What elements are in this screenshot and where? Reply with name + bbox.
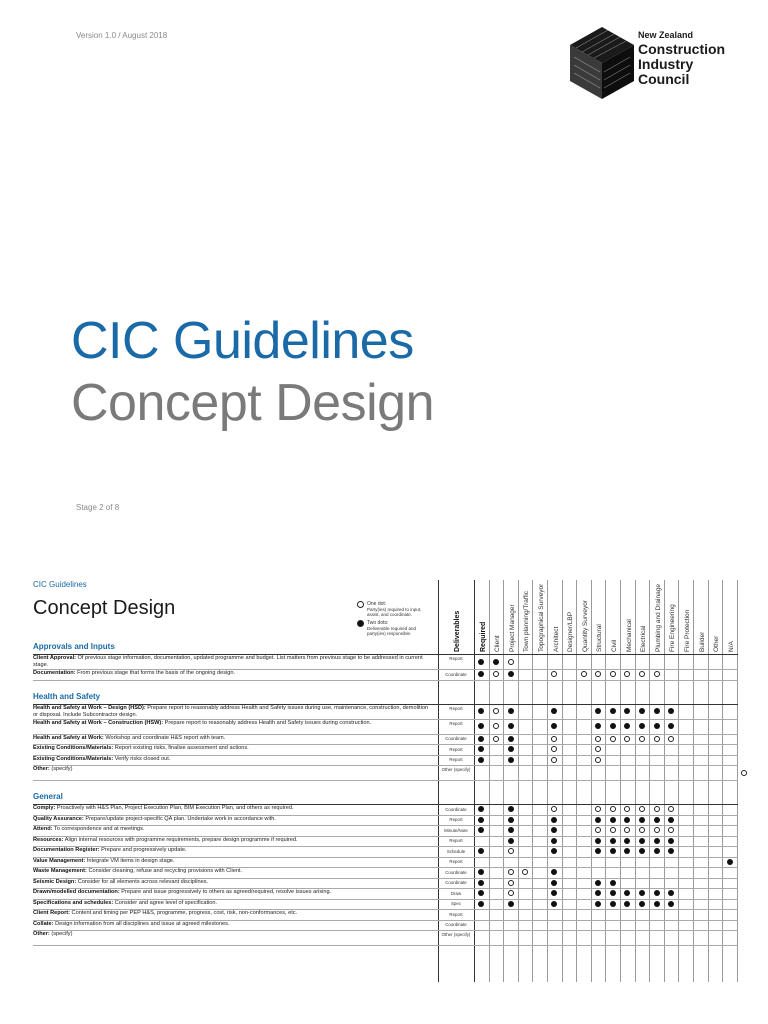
open-dot-icon [595, 736, 601, 742]
filled-dot-icon [654, 848, 660, 854]
row-label: Client Approval: [33, 655, 76, 661]
open-dot-icon [610, 806, 616, 812]
row-deliverable: Coordinate [445, 736, 467, 741]
row-description [33, 879, 433, 886]
filled-dot-icon [478, 757, 484, 763]
column-header-label: Plumbing and Drainage [654, 584, 662, 652]
filled-dot-icon [508, 827, 514, 833]
open-dot-icon [508, 869, 514, 875]
cover-title: CIC Guidelines [71, 312, 414, 370]
section-heading: General [33, 792, 63, 801]
filled-dot-icon [610, 817, 616, 823]
row-label: Health and Safety at Work – Construction (HSW): [33, 719, 164, 726]
table-row [33, 867, 738, 878]
filled-dot-icon [610, 723, 616, 729]
filled-dot-icon [551, 708, 557, 714]
open-dot-icon [595, 806, 601, 812]
open-dot-icon [595, 757, 601, 763]
open-dot-icon [624, 736, 630, 742]
filled-dot-icon [639, 817, 645, 823]
row-text: Prepare and progressively update. [99, 847, 187, 853]
filled-dot-icon [357, 620, 364, 627]
filled-dot-icon [478, 827, 484, 833]
open-dot-icon [610, 827, 616, 833]
filled-dot-icon [551, 848, 557, 854]
column-header [505, 582, 517, 652]
open-dot-icon [624, 806, 630, 812]
table-row [33, 704, 738, 719]
open-dot-icon [551, 757, 557, 763]
open-dot-icon [551, 736, 557, 742]
table-row [33, 804, 738, 815]
row-label: Waste Management: [33, 868, 87, 874]
filled-dot-icon [478, 880, 484, 886]
row-text: Prepare and issue progressively to others as agreed/required, resolve issues arising. [119, 889, 332, 895]
row-text: Report existing risks, finalise assessment and actions. [113, 745, 249, 751]
open-dot-icon [639, 736, 645, 742]
row-deliverable: Schedule [446, 848, 466, 854]
table-row [33, 920, 738, 931]
open-dot-icon [668, 736, 674, 742]
row-text: Content and timing per PEP H&S, programme, progress, cost, risk, non-conformances, etc. [69, 910, 298, 916]
open-dot-icon [668, 806, 674, 812]
row-description [33, 910, 433, 917]
row-text: To correspondence and at meetings. [52, 826, 145, 832]
column-header [665, 582, 677, 652]
column-header-label: Topographical Surveyor [537, 583, 545, 652]
filled-dot-icon [551, 869, 557, 875]
row-deliverable: Other (specify) [441, 932, 471, 937]
row-label: Health and Safety at Work – Design (HSD): [33, 704, 146, 711]
row-description [33, 889, 433, 896]
cic-logo [570, 27, 768, 107]
filled-dot-icon [551, 817, 557, 823]
row-label: Attend: [33, 826, 53, 832]
row-deliverable: Other (specify) [441, 767, 471, 772]
table-row [33, 744, 738, 755]
filled-dot-icon [478, 736, 484, 742]
row-label: Collate: [33, 920, 54, 927]
table-row [33, 765, 738, 780]
table-row [33, 899, 738, 910]
row-label: Other: [33, 766, 50, 772]
column-header [563, 582, 575, 652]
open-dot-icon [493, 736, 499, 742]
filled-dot-icon [668, 817, 674, 823]
filled-dot-icon [478, 746, 484, 752]
row-description [33, 931, 433, 938]
table-row [33, 930, 738, 945]
open-dot-icon [610, 736, 616, 742]
filled-dot-icon [595, 848, 601, 854]
row-label: Health and Safety at Work: [33, 734, 104, 741]
table-row [33, 825, 738, 836]
column-header [549, 582, 561, 652]
open-dot-icon [639, 671, 645, 677]
filled-dot-icon [639, 848, 645, 854]
row-label: Seismic Design: [33, 878, 77, 885]
column-header-label: Client [494, 635, 502, 652]
row-text: Consider for all elements across relevant disciplines. [76, 878, 209, 885]
row-text: From previous stage that forms the basis of the ongoing design. [75, 670, 236, 676]
row-label: Existing Conditions/Materials: [33, 745, 114, 751]
column-header-label: Other [713, 635, 721, 652]
row-deliverable: Coordinate [445, 880, 467, 885]
table-row [33, 836, 738, 847]
column-header-label: Designer/LBP [567, 611, 575, 652]
row-description [33, 805, 433, 812]
row-label: Resources: [33, 836, 64, 843]
filled-dot-icon [654, 723, 660, 729]
filled-dot-icon [508, 723, 514, 729]
filled-dot-icon [654, 838, 660, 844]
row-description [33, 655, 433, 669]
table-row [33, 846, 738, 857]
filled-dot-icon [478, 671, 484, 677]
filled-dot-icon [668, 901, 674, 907]
filled-dot-icon [668, 708, 674, 714]
filled-dot-icon [624, 890, 630, 896]
row-label: Documentation: [33, 670, 76, 676]
filled-dot-icon [727, 859, 733, 865]
filled-dot-icon [639, 708, 645, 714]
row-text: Design information from all disciplines and issue at agreed milestones. [53, 920, 230, 927]
open-dot-icon [654, 806, 660, 812]
row-text: Workshop and coordinate H&S report with team. [103, 734, 226, 741]
open-dot-icon [508, 848, 514, 854]
row-text: (specify) [49, 766, 73, 772]
column-header-label: N/A [727, 641, 735, 652]
filled-dot-icon [551, 827, 557, 833]
filled-dot-icon [624, 838, 630, 844]
column-header [490, 582, 502, 652]
filled-dot-icon [508, 708, 514, 714]
filled-dot-icon [551, 890, 557, 896]
column-header-label: Required [479, 621, 487, 652]
column-header [592, 582, 604, 652]
open-dot-icon [508, 880, 514, 886]
cic-logo-mark-icon [570, 27, 634, 99]
filled-dot-icon [478, 890, 484, 896]
filled-dot-icon [508, 736, 514, 742]
filled-dot-icon [654, 708, 660, 714]
filled-dot-icon [551, 838, 557, 844]
row-description [33, 720, 433, 727]
version-label: Version 1.0 / August 2018 [76, 31, 168, 40]
row-description [33, 756, 433, 763]
table-row [33, 669, 738, 680]
row-deliverable: Report [449, 705, 463, 711]
row-description [33, 745, 433, 752]
row-divider [33, 780, 738, 781]
column-header-label: Electrical [640, 625, 648, 652]
column-header-label: Quantity Surveyor [581, 599, 589, 652]
filled-dot-icon [478, 869, 484, 875]
filled-dot-icon [654, 817, 660, 823]
row-text: Integrate VM items in design stage. [85, 857, 175, 864]
column-header [578, 582, 590, 652]
filled-dot-icon [551, 901, 557, 907]
row-deliverable: Report [449, 746, 463, 752]
row-description [33, 816, 433, 823]
filled-dot-icon [624, 848, 630, 854]
filled-dot-icon [595, 838, 601, 844]
column-header [636, 582, 648, 652]
column-header-label: Project Manager [508, 604, 516, 652]
filled-dot-icon [668, 848, 674, 854]
row-deliverable: Coordinate [445, 869, 467, 875]
filled-dot-icon [610, 848, 616, 854]
row-label: Documentation Register: [33, 847, 100, 853]
row-label: Comply: [33, 805, 56, 811]
logo-text-construction: Construction [638, 41, 726, 57]
column-header-label: Builder [698, 631, 706, 652]
column-header [651, 582, 663, 652]
filled-dot-icon [508, 901, 514, 907]
row-text: Align internal resources with programme requirements, prepare design programme if required. [63, 836, 298, 843]
cover-subtitle: Concept Design [71, 374, 434, 432]
filled-dot-icon [478, 817, 484, 823]
row-description [33, 735, 433, 742]
row-text: Consider cleaning, refuse and recycling provisions with Client. [86, 868, 243, 874]
open-dot-icon [668, 827, 674, 833]
table-row [33, 755, 738, 766]
row-text: (specify) [49, 931, 73, 937]
section-heading: Health and Safety [33, 691, 101, 701]
open-dot-icon [595, 746, 601, 752]
row-deliverable: Report [449, 656, 463, 661]
open-dot-icon [508, 890, 514, 896]
row-deliverable: Report [449, 757, 463, 762]
column-header [519, 582, 531, 652]
filled-dot-icon [668, 890, 674, 896]
open-dot-icon [493, 723, 499, 729]
filled-dot-icon [508, 757, 514, 763]
row-label: Client Report: [33, 910, 70, 916]
open-dot-icon [741, 770, 747, 776]
filled-dot-icon [654, 890, 660, 896]
column-header [622, 582, 634, 652]
open-dot-icon [357, 601, 364, 608]
table-row [33, 815, 738, 826]
filled-dot-icon [595, 890, 601, 896]
filled-dot-icon [508, 817, 514, 823]
row-description [33, 837, 433, 844]
filled-dot-icon [668, 723, 674, 729]
column-header [724, 582, 736, 652]
row-text: Of previous stage information, documentation, updated programme and budget. List matters from previous stage to be addressed in current stage. [33, 655, 423, 668]
column-header-label: Fire Protection [683, 609, 691, 652]
table-row [33, 734, 738, 745]
legend-two-dots-title: Two dots: [367, 620, 389, 626]
row-deliverable: Draw [450, 890, 462, 896]
row-text: Verify risks closed out. [113, 755, 171, 762]
open-dot-icon [508, 659, 514, 665]
open-dot-icon [639, 827, 645, 833]
table-row [33, 654, 738, 669]
filled-dot-icon [595, 708, 601, 714]
row-deliverable: Report [449, 817, 463, 822]
open-dot-icon [624, 827, 630, 833]
open-dot-icon [654, 827, 660, 833]
row-text: Proactively with H&S Plan, Project Execution Plan, BIM Execution Plan, and others as required. [55, 805, 294, 811]
row-deliverable: Report [449, 911, 463, 917]
column-header [607, 582, 619, 652]
filled-dot-icon [478, 708, 484, 714]
row-description [33, 670, 433, 677]
filled-dot-icon [478, 901, 484, 907]
filled-dot-icon [610, 901, 616, 907]
row-text: Consider and agree level of specification. [113, 899, 218, 906]
open-dot-icon [654, 671, 660, 677]
open-dot-icon [493, 708, 499, 714]
row-deliverable: Coordinate [445, 671, 467, 677]
column-header-label: Deliverables [454, 610, 461, 652]
row-label: Value Management: [33, 857, 86, 864]
section-heading: Approvals and Inputs [33, 642, 115, 651]
filled-dot-icon [624, 901, 630, 907]
column-header [450, 582, 462, 652]
column-header-label: Architect [552, 626, 560, 652]
filled-dot-icon [478, 723, 484, 729]
filled-dot-icon [595, 723, 601, 729]
row-text: Prepare/update project-specific QA plan. Undertake work in accordance with. [83, 815, 276, 822]
filled-dot-icon [610, 838, 616, 844]
column-header [680, 582, 692, 652]
column-header-label: Structural [596, 624, 604, 652]
row-description [33, 847, 433, 854]
column-header-label: Mechanical [625, 619, 633, 652]
table-row [33, 888, 738, 899]
filled-dot-icon [624, 708, 630, 714]
row-description [33, 705, 433, 719]
row-deliverable: Minute/Note [444, 827, 468, 833]
filled-dot-icon [610, 880, 616, 886]
filled-dot-icon [551, 880, 557, 886]
table-row [33, 878, 738, 889]
row-description [33, 900, 433, 907]
table-row [33, 909, 738, 920]
stage-label: Stage 2 of 8 [76, 503, 120, 512]
row-label: Existing Conditions/Materials: [33, 755, 114, 762]
row-deliverable: Spec [450, 901, 461, 906]
filled-dot-icon [654, 901, 660, 907]
row-text: Prepare report to reasonably address Health and Safety issues during use, maintenance, construction, demolition or disposal. Include Subcontractor design. [33, 704, 429, 718]
row-divider [33, 945, 738, 946]
table-title: Concept Design [33, 597, 176, 619]
legend-one-dot-text: Party(ies) required to input, assist, and coordinate. [367, 607, 422, 617]
row-divider [33, 680, 738, 681]
filled-dot-icon [493, 659, 499, 665]
row-deliverable: Report [449, 720, 463, 726]
legend [357, 601, 435, 639]
column-header-label: Fire Engineering [669, 604, 677, 652]
filled-dot-icon [551, 723, 557, 729]
row-label: Quality Assurance: [33, 815, 84, 822]
column-header [695, 582, 707, 652]
open-dot-icon [493, 671, 499, 677]
filled-dot-icon [610, 708, 616, 714]
legend-one-dot-title: One dot: [367, 601, 387, 607]
filled-dot-icon [508, 838, 514, 844]
filled-dot-icon [624, 723, 630, 729]
open-dot-icon [595, 671, 601, 677]
open-dot-icon [624, 671, 630, 677]
column-header-label: Civil [610, 639, 618, 652]
filled-dot-icon [610, 890, 616, 896]
open-dot-icon [551, 806, 557, 812]
filled-dot-icon [639, 890, 645, 896]
table-kicker: CIC Guidelines [33, 580, 87, 589]
row-label: Other: [33, 931, 50, 937]
table-row [33, 719, 738, 734]
open-dot-icon [551, 746, 557, 752]
column-header-label: Town planning/Traffic [523, 590, 531, 652]
filled-dot-icon [508, 671, 514, 677]
filled-dot-icon [478, 806, 484, 812]
row-description [33, 858, 433, 865]
column-header [534, 582, 546, 652]
open-dot-icon [522, 869, 528, 875]
row-description [33, 921, 433, 928]
filled-dot-icon [624, 817, 630, 823]
filled-dot-icon [478, 848, 484, 854]
row-deliverable: Report [449, 859, 463, 864]
filled-dot-icon [639, 901, 645, 907]
open-dot-icon [654, 736, 660, 742]
filled-dot-icon [595, 817, 601, 823]
open-dot-icon [639, 806, 645, 812]
filled-dot-icon [595, 901, 601, 907]
table-row [33, 857, 738, 868]
filled-dot-icon [639, 838, 645, 844]
logo-text-council: Council [638, 71, 690, 87]
logo-text-industry: Industry [638, 56, 694, 72]
filled-dot-icon [478, 659, 484, 665]
row-description [33, 826, 433, 833]
filled-dot-icon [508, 806, 514, 812]
column-header [476, 582, 488, 652]
legend-two-dots-text: Deliverable required and party(ies) responsible. [367, 626, 417, 636]
open-dot-icon [581, 671, 587, 677]
filled-dot-icon [639, 723, 645, 729]
row-text: Prepare report to reasonably address Health and Safety issues during construction. [163, 719, 372, 726]
row-deliverable: Report [449, 838, 463, 843]
row-label: Drawn/modelled documentation: [33, 889, 120, 895]
filled-dot-icon [668, 838, 674, 844]
open-dot-icon [610, 671, 616, 677]
row-label: Specifications and schedules: [33, 899, 114, 906]
row-description [33, 868, 433, 875]
open-dot-icon [595, 827, 601, 833]
column-header [709, 582, 721, 652]
open-dot-icon [551, 671, 557, 677]
logo-text-new-zealand: New Zealand [638, 30, 694, 40]
row-deliverable: Coordinate [445, 922, 467, 927]
filled-dot-icon [595, 880, 601, 886]
row-deliverable: Coordinate [445, 806, 467, 812]
filled-dot-icon [508, 746, 514, 752]
row-description [33, 766, 433, 773]
